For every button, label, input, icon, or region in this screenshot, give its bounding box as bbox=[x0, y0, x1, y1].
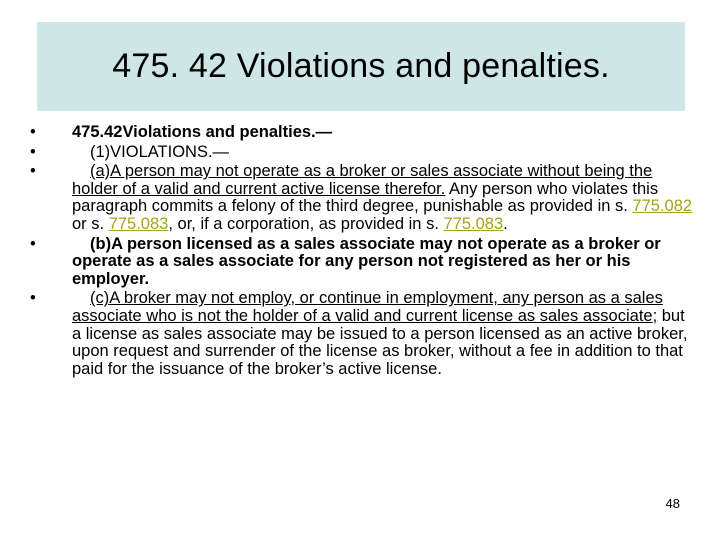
paragraph-b: (b)A person licensed as a sales associate may not operate as a broker or operate as a sales associate for any person not registered as her or his employer. bbox=[72, 234, 661, 288]
paragraph-a-text: or s. bbox=[72, 214, 109, 233]
bullet-icon: • bbox=[30, 162, 36, 181]
statute-link[interactable]: 775.082 bbox=[632, 197, 693, 216]
bullet-icon: • bbox=[30, 123, 36, 141]
list-item bbox=[30, 236, 698, 289]
bullet-list bbox=[30, 124, 698, 380]
bullet-icon: • bbox=[30, 289, 36, 308]
paragraph-c-text: ; but a license as sales associate may be issued to a person licensed as an active broker, upon request and surrender of the license as broker, without a fee in addition to that paid for the issuance of the broker’s active license. bbox=[72, 306, 688, 378]
bullet-icon: • bbox=[30, 142, 36, 161]
statute-link[interactable]: 775.083 bbox=[108, 214, 169, 233]
statute-link[interactable]: 775.083 bbox=[443, 214, 504, 233]
list-item bbox=[30, 144, 698, 162]
paragraph-c-underlined: (c)A broker may not employ, or continue in employment, any person as a sales associate who is not the holder of a valid and current license as sales associate bbox=[72, 289, 663, 325]
list-item bbox=[30, 124, 698, 142]
title-banner bbox=[37, 22, 685, 111]
paragraph-a-underlined: (a)A person may not operate as a broker or sales associate without being the holder of a valid and current active license therefor. bbox=[72, 162, 653, 198]
subsection-heading: (1)VIOLATIONS.— bbox=[90, 142, 230, 161]
slide-title: 475. 42 Violations and penalties. bbox=[112, 47, 610, 85]
page-number: 48 bbox=[665, 496, 680, 511]
list-item bbox=[30, 163, 698, 233]
paragraph-a-text: . bbox=[503, 214, 508, 233]
paragraph-a-text: , or, if a corporation, as provided in s. bbox=[168, 214, 444, 233]
section-heading: 475.42Violations and penalties.— bbox=[72, 123, 333, 141]
list-item bbox=[30, 290, 698, 378]
paragraph-a-text: Any person who violates this paragraph commits a felony of the third degree, punishable as provided in s. bbox=[72, 179, 659, 216]
bullet-icon: • bbox=[30, 234, 36, 253]
